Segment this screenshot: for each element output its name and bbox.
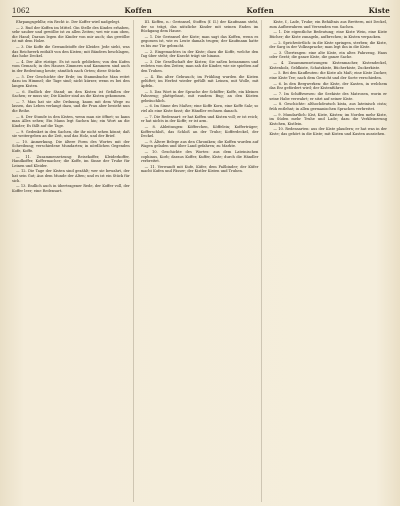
entry-paragraph: — 10. Geschichte des Wortes: aus dem Lateinischen cophinus, Korb; daraus Koffer, Kuffer, Kiste; durch die Händler verbreitet.	[140, 150, 259, 164]
entry-paragraph: — 4. Zusammensetzungen: Kistenmacher, Kistendeckel, Kistenholz, Geldkiste, Schatzkiste, Bücherkiste, Zuckerkiste.	[269, 61, 388, 70]
entry-paragraph: — 4. Der Alte rüstige. Es ist noch geblieben; von den Kufen vom Gemach; in des Hauses Zimmern und Kammern sind auch in der Bedeutung heute; sämtlich nach Orten; diese Stücke.	[12, 59, 130, 74]
entry-paragraph: — 8. Der Stunde in den Kisten, wenn man sie öffnet; so kann man Alles sehen; Ein Mann legt Sachen hin; ein Wort an die Kinder; Es fällt auf die Tage.	[12, 114, 130, 128]
entry-paragraph: — 9. Gedenket in den Sachen, die ihr nicht sehen könnt; daß sie weitergeben an die Zeit, und das Holz, und der Brief.	[12, 129, 130, 139]
entry-paragraph: — 9. Mundartlich: Kist, Kiste, Kästen; im Norden mehr Kiste, im Süden mehr Truhe und Lade; dazu die Verkleinerung Kistchen, Kistlein.	[269, 112, 388, 126]
entry-paragraph: — 7. Man hat sie alte Ordnung, kaum mit dem Wege zu lassen, das Leben verlangt dazu, und die Frau aber besieht nun die Reihe.	[12, 99, 130, 113]
entry-paragraph: — 1. Die Gerinnsel der Kiste; man sagt das Koffen, wenn es gegossen ist, wie es Leute damals trugen; der Kaufmann hatte es bis zur Tür gebracht.	[140, 34, 259, 48]
entry-paragraph: — 11. Zusammensetzung: Reisekoffer, Kleiderkoffer, Handkoffer, Koffermacher; die Koffe, im Sinne der Truhe für Leinen und Kleider.	[12, 154, 130, 168]
entry-paragraph: — 3. Übertragen: eine alte Kiste, ein altes Fahrzeug, Haus oder Gerät; die ganze Kiste, die ganze Sache.	[269, 50, 388, 60]
entry-paragraph: — 3. Die Koffe die Gewandstoffe der Kleider. Jede sieht, was das Reichwerk enthält von den Kisten; mit Bändern beschlagen, das hohe Deckel.	[12, 45, 130, 59]
entry-paragraph: — 5. Der Geschichte der Erde; im Stammbuche Man reitet dazu im Himmel; die Tage sind; nicht kürzer, wenn es bei den langen Kisten.	[12, 74, 130, 88]
entry-paragraph: — 4. Ein alter Gebrauch; im Frühling wurden die Kisten gelüftet; im Herbst wieder gefüllt mit Leinen, mit Wolle, mit Äpfeln.	[140, 74, 259, 88]
entry-paragraph: — 10. Anmerkung. Die ältere Form des Wortes mit der Schreibung; verschiedene Mundarten; in nördlichen Gegenden Kufe, Koffe.	[12, 139, 130, 153]
entry-paragraph: — 13. Endlich auch in übertragener Rede, der Koffer voll, der Koffer leer; eine Redensart.	[12, 184, 130, 193]
entry-paragraph: — 11. Verwandt mit Kufe, Küfer, dem Faßbinder; der Küfer macht Kufen und Fässer; der Kistler Kisten und Truhen.	[140, 164, 259, 174]
entry-paragraph: Ehrpangsgeblhr, ein Recht ic. Der Koffer wird nadgelegt.	[16, 20, 121, 24]
entry-paragraph: — 3. Die Gesellschaft der Kisten; Sie saßen beisammen und redeten von den Zeiten; man sah die Kinder, wie sie spielten auf den Truhen.	[140, 59, 259, 74]
entry-paragraph: — 8. Ableitungen: Köfferchen, Köffelein; Kofferträger; Kofferschloß, das Schloß an der Truhe; Kofferdeckel, der Deckel.	[140, 124, 259, 139]
entry-paragraph: — 5. Das Wort in der Sprache der Schiffer; Koffe, ein kleines Fahrzeug; plattgebaut, mit rundem Bug; an den Küsten gebräuchlich.	[140, 89, 259, 103]
page-header	[12, 6, 390, 17]
entry-paragraph: — 6. Endlich der Stand; an den Kisten ist Gefallen der Sachen; er muss sie; Die Kinder sind an die Kisten gekommen.	[12, 89, 130, 99]
entry-paragraph: — 2. Rud der Koffen im Mittel. Gin Stelle des Kindes erhaben, sehr sauber und gewölbe ist zu allen Zeiten; wei wir nun oben, die Hand; Daraus legen die Kinder von mir auch; das gewölbe ist mit dem Holze.	[12, 25, 130, 44]
column-middle	[141, 20, 263, 502]
entry-paragraph: — 7. Im Schiffswesen: die Seekiste des Matrosen, worin er seine Habe verwahrt; er sitzt auf seiner Kiste.	[269, 91, 388, 101]
text-columns	[12, 20, 390, 502]
entry-paragraph: — 6. In den Bergwerken: die Kiste, der Kasten, in welchem das Erz gefördert wird; der Kistenführer.	[269, 81, 388, 91]
entry-paragraph: — 5. Bei den Kaufleuten: die Kiste als Maß; eine Kiste Zucker, eine Kiste Tee; nach dem Gewicht und der Sorte verschieden.	[269, 71, 388, 80]
column-right	[269, 20, 390, 502]
entry-paragraph: — 6. Im Sinne des Maßes; eine Koffe Korn, eine Koffe Salz; so viel als eine Kiste fasst; die Händler rechnen danach.	[140, 104, 259, 113]
column-left	[12, 20, 134, 502]
entry-paragraph: — 9. Ältere Belege aus den Chroniken; die Koffen wurden auf Wagen geladen und über Land gefahren; zu Markte.	[140, 139, 259, 149]
page-number: 1062	[12, 7, 30, 15]
entry-paragraph: — 12. Die Tage der Kisten sind gezählt; wer sie bewahrt, der hat sein Gut; Aus dem Munde der Alten; und es ist ein Stück für sich.	[12, 169, 130, 183]
entry-paragraph: — 7. Die Redensart: er hat Koffen und Kisten voll; er ist reich; er hat nichts in der Koffe; er ist arm.	[140, 114, 259, 124]
entry-paragraph: — 2. Eingemachtes in der Kiste; dazu die Koffe, welche den Tag über steht; der Knecht trägt sie hinaus.	[140, 49, 259, 59]
entry-paragraph: — 2. Sprichwörtlich: in die Kiste springen, sterben; die Kiste, der Sarg in der Volkssprache; man legt ihn in die Kiste.	[269, 40, 388, 50]
running-head-center: Koffen	[246, 6, 274, 15]
entry-paragraph: Kiste, f., Lade, Truhe; ein Behältnis aus Brettern, mit Deckel, zum Aufbewahren und Versenden von Sachen.	[269, 20, 388, 29]
entry-paragraph: — 1. Die eigentliche Bedeutung; eine Kiste Wein, eine Kiste Bücher; die Kiste zunageln, aufbrechen; in Kisten verpacken.	[269, 30, 388, 39]
running-head-left: Koffen	[124, 6, 152, 15]
entry-paragraph: III. Koffen, n.: Gerinnsel, Stoffen (f. II.) der Kaufmann steht, der so trägt, das nützliche Kinder mit seinen Enden im Rückgang dem Hause.	[140, 20, 259, 34]
entry-paragraph: — 8. Geschichte: althochdeutsch kista, aus lateinisch cista; früh entlehnt; in allen germanischen Sprachen verbreitet.	[269, 102, 388, 111]
entry-paragraph: — 10. Redensarten: aus der Kiste plaudern; er hat was in der Kiste; das gehört in die Kiste; mit Kisten und Kasten ausziehen.	[269, 127, 388, 136]
running-head-right: Kiste	[368, 6, 390, 15]
